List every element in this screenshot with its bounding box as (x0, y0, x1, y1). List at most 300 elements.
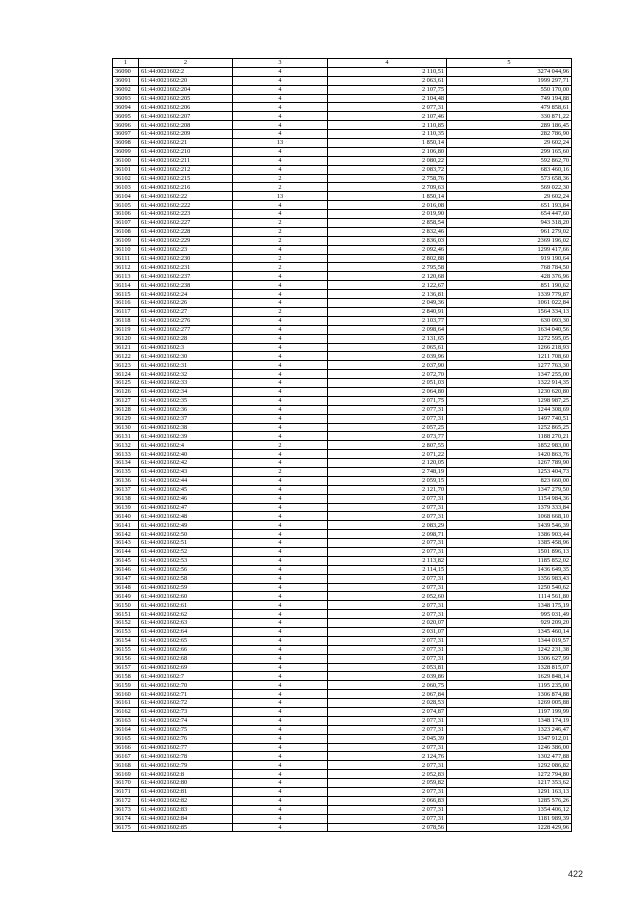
cadastral-number-cell: 61:44:0021602:80 (139, 779, 233, 788)
rate-cell: 2 039,96 (328, 352, 447, 361)
row-number-cell: 36171 (113, 788, 139, 797)
value-cell: 299 165,60 (447, 147, 572, 156)
table-row (113, 192, 572, 201)
rate-cell: 2 031,07 (328, 628, 447, 637)
cadastral-number-cell: 61:44:0021602:53 (139, 556, 233, 565)
cadastral-number-cell: 61:44:0021602:46 (139, 494, 233, 503)
table-row (113, 147, 572, 156)
row-number-cell: 36153 (113, 628, 139, 637)
row-number-cell: 36104 (113, 192, 139, 201)
row-number-cell: 36092 (113, 85, 139, 94)
rate-cell: 2 077,31 (328, 636, 447, 645)
cadastral-number-cell: 61:44:0021602:230 (139, 254, 233, 263)
row-number-cell: 36141 (113, 521, 139, 530)
category-cell: 4 (233, 103, 328, 112)
row-number-cell: 36151 (113, 610, 139, 619)
category-cell: 4 (233, 547, 328, 556)
rate-cell: 2 795,58 (328, 263, 447, 272)
row-number-cell: 36124 (113, 370, 139, 379)
category-cell: 4 (233, 85, 328, 94)
category-cell: 4 (233, 387, 328, 396)
value-cell: 1629 848,14 (447, 672, 572, 681)
cadastral-number-cell: 61:44:0021602:56 (139, 565, 233, 574)
cadastral-number-cell: 61:44:0021602:75 (139, 725, 233, 734)
category-cell: 2 (233, 307, 328, 316)
table-row (113, 530, 572, 539)
category-cell: 4 (233, 165, 328, 174)
category-cell: 4 (233, 503, 328, 512)
row-number-cell: 36158 (113, 672, 139, 681)
category-cell: 4 (233, 690, 328, 699)
table-row (113, 130, 572, 139)
value-cell: 1068 668,10 (447, 512, 572, 521)
rate-cell: 2 059,15 (328, 476, 447, 485)
row-number-cell: 36154 (113, 636, 139, 645)
rate-cell: 2 065,61 (328, 343, 447, 352)
value-cell: 995 031,49 (447, 610, 572, 619)
value-cell: 1285 576,26 (447, 796, 572, 805)
table-row (113, 663, 572, 672)
category-cell: 4 (233, 245, 328, 254)
row-number-cell: 36101 (113, 165, 139, 174)
value-cell: 651 193,84 (447, 201, 572, 210)
table-row (113, 156, 572, 165)
table-row (113, 201, 572, 210)
cadastral-number-cell: 61:44:0021602:223 (139, 210, 233, 219)
row-number-cell: 36161 (113, 699, 139, 708)
row-number-cell: 36152 (113, 619, 139, 628)
row-number-cell: 36170 (113, 779, 139, 788)
row-number-cell: 36098 (113, 139, 139, 148)
cadastral-number-cell: 61:44:0021602:8 (139, 770, 233, 779)
table-row (113, 628, 572, 637)
cadastral-number-cell: 61:44:0021602:83 (139, 805, 233, 814)
table-row (113, 672, 572, 681)
category-cell: 4 (233, 76, 328, 85)
table-row (113, 805, 572, 814)
rate-cell: 2 063,61 (328, 76, 447, 85)
cadastral-number-cell: 61:44:0021602:37 (139, 414, 233, 423)
category-cell: 4 (233, 725, 328, 734)
rate-cell: 2 758,76 (328, 174, 447, 183)
cadastral-number-cell: 61:44:0021602:61 (139, 601, 233, 610)
rate-cell: 2 092,46 (328, 245, 447, 254)
category-cell: 4 (233, 743, 328, 752)
category-cell: 4 (233, 779, 328, 788)
table-row (113, 432, 572, 441)
cadastral-number-cell: 61:44:0021602:82 (139, 796, 233, 805)
table-row (113, 796, 572, 805)
table-row (113, 76, 572, 85)
table-row (113, 165, 572, 174)
row-number-cell: 36168 (113, 761, 139, 770)
rate-cell: 2 053,81 (328, 663, 447, 672)
rate-cell: 2 071,75 (328, 396, 447, 405)
rate-cell: 2 049,36 (328, 299, 447, 308)
rate-cell: 2 051,03 (328, 379, 447, 388)
rate-cell: 2 077,31 (328, 512, 447, 521)
table-row (113, 503, 572, 512)
value-cell: 851 190,62 (447, 281, 572, 290)
cadastral-number-cell: 61:44:0021602:30 (139, 352, 233, 361)
category-cell: 2 (233, 174, 328, 183)
row-number-cell: 36135 (113, 467, 139, 476)
row-number-cell: 36096 (113, 121, 139, 130)
row-number-cell: 36172 (113, 796, 139, 805)
rate-cell: 2 110,35 (328, 130, 447, 139)
rate-cell: 2 045,39 (328, 734, 447, 743)
value-cell: 768 784,50 (447, 263, 572, 272)
table-row (113, 788, 572, 797)
rate-cell: 2 077,31 (328, 645, 447, 654)
table-body (113, 67, 572, 832)
category-cell: 2 (233, 254, 328, 263)
rate-cell: 2 832,46 (328, 227, 447, 236)
value-cell: 1439 546,39 (447, 521, 572, 530)
cadastral-number-cell: 61:44:0021602:51 (139, 539, 233, 548)
rate-cell: 2 037,90 (328, 361, 447, 370)
value-cell: 1497 740,51 (447, 414, 572, 423)
cadastral-number-cell: 61:44:0021602:38 (139, 423, 233, 432)
table-row (113, 343, 572, 352)
value-cell: 1328 815,07 (447, 663, 572, 672)
header-row (113, 59, 572, 68)
table-row (113, 307, 572, 316)
value-cell: 1185 852,02 (447, 556, 572, 565)
rate-cell: 2 077,31 (328, 574, 447, 583)
category-cell: 4 (233, 636, 328, 645)
table-row (113, 494, 572, 503)
cadastral-number-cell: 61:44:0021602:72 (139, 699, 233, 708)
table-row (113, 290, 572, 299)
value-cell: 630 093,30 (447, 316, 572, 325)
category-cell: 4 (233, 432, 328, 441)
table-row (113, 174, 572, 183)
value-cell: 1299 417,66 (447, 245, 572, 254)
cadastral-number-cell: 61:44:0021602:78 (139, 752, 233, 761)
table-row (113, 272, 572, 281)
cadastral-number-cell: 61:44:0021602:210 (139, 147, 233, 156)
table-row (113, 485, 572, 494)
value-cell: 1302 477,88 (447, 752, 572, 761)
category-cell: 4 (233, 299, 328, 308)
rate-cell: 2 020,07 (328, 619, 447, 628)
value-cell: 1250 540,62 (447, 583, 572, 592)
row-number-cell: 36114 (113, 281, 139, 290)
row-number-cell: 36094 (113, 103, 139, 112)
value-cell: 1354 406,12 (447, 805, 572, 814)
table-row (113, 94, 572, 103)
value-cell: 1344 019,57 (447, 636, 572, 645)
row-number-cell: 36110 (113, 245, 139, 254)
table-row (113, 103, 572, 112)
category-cell: 4 (233, 210, 328, 219)
category-cell: 4 (233, 681, 328, 690)
table-row (113, 752, 572, 761)
value-cell: 1564 334,13 (447, 307, 572, 316)
category-cell: 2 (233, 467, 328, 476)
category-cell: 4 (233, 574, 328, 583)
rate-cell: 2 802,88 (328, 254, 447, 263)
page-number: 422 (568, 869, 584, 879)
row-number-cell: 36175 (113, 823, 139, 832)
rate-cell: 2 039,86 (328, 672, 447, 681)
cadastral-number-cell: 61:44:0021602:204 (139, 85, 233, 94)
category-cell: 4 (233, 770, 328, 779)
category-cell: 4 (233, 450, 328, 459)
rate-cell: 2 057,25 (328, 423, 447, 432)
category-cell: 4 (233, 405, 328, 414)
category-cell: 4 (233, 290, 328, 299)
value-cell: 943 318,20 (447, 219, 572, 228)
cadastral-number-cell: 61:44:0021602:206 (139, 103, 233, 112)
rate-cell: 2 060,75 (328, 681, 447, 690)
category-cell: 4 (233, 708, 328, 717)
row-number-cell: 36119 (113, 325, 139, 334)
rate-cell: 2 072,70 (328, 370, 447, 379)
table-row (113, 414, 572, 423)
cadastral-number-cell: 61:44:0021602:60 (139, 592, 233, 601)
rate-cell: 2 748,19 (328, 467, 447, 476)
table-row (113, 441, 572, 450)
rate-cell: 2 077,31 (328, 788, 447, 797)
row-number-cell: 36162 (113, 708, 139, 717)
row-number-cell: 36148 (113, 583, 139, 592)
row-number-cell: 36150 (113, 601, 139, 610)
category-cell: 4 (233, 130, 328, 139)
rate-cell: 2 067,84 (328, 690, 447, 699)
table-row (113, 423, 572, 432)
row-number-cell: 36102 (113, 174, 139, 183)
row-number-cell: 36165 (113, 734, 139, 743)
rate-cell: 2 074,87 (328, 708, 447, 717)
value-cell: 823 660,00 (447, 476, 572, 485)
category-cell: 4 (233, 423, 328, 432)
value-cell: 569 022,30 (447, 183, 572, 192)
row-number-cell: 36132 (113, 441, 139, 450)
row-number-cell: 36149 (113, 592, 139, 601)
value-cell: 1277 763,30 (447, 361, 572, 370)
rate-cell: 2 120,05 (328, 459, 447, 468)
table-row (113, 112, 572, 121)
row-number-cell: 36121 (113, 343, 139, 352)
row-number-cell: 36099 (113, 147, 139, 156)
rate-cell: 2 028,53 (328, 699, 447, 708)
table-row (113, 183, 572, 192)
rate-cell: 2 071,22 (328, 450, 447, 459)
value-cell: 1379 333,84 (447, 503, 572, 512)
row-number-cell: 36105 (113, 201, 139, 210)
value-cell: 1420 863,76 (447, 450, 572, 459)
table-row (113, 370, 572, 379)
value-cell: 1267 789,90 (447, 459, 572, 468)
table-row (113, 396, 572, 405)
category-cell: 4 (233, 565, 328, 574)
cadastral-number-cell: 61:44:0021602:39 (139, 432, 233, 441)
cadastral-number-cell: 61:44:0021602:33 (139, 379, 233, 388)
rate-cell: 2 077,31 (328, 814, 447, 823)
category-cell: 4 (233, 361, 328, 370)
row-number-cell: 36133 (113, 450, 139, 459)
value-cell: 1436 649,35 (447, 565, 572, 574)
row-number-cell: 36097 (113, 130, 139, 139)
value-cell: 1347 255,00 (447, 370, 572, 379)
table-row (113, 601, 572, 610)
cadastral-number-cell: 61:44:0021602:63 (139, 619, 233, 628)
row-number-cell: 36139 (113, 503, 139, 512)
category-cell: 4 (233, 316, 328, 325)
cadastral-number-cell: 61:44:0021602:207 (139, 112, 233, 121)
cadastral-number-cell: 61:44:0021602:65 (139, 636, 233, 645)
value-cell: 1272 595,05 (447, 334, 572, 343)
table-row (113, 725, 572, 734)
row-number-cell: 36112 (113, 263, 139, 272)
value-cell: 1242 231,38 (447, 645, 572, 654)
value-cell: 29 602,24 (447, 192, 572, 201)
category-cell: 4 (233, 796, 328, 805)
category-cell: 4 (233, 663, 328, 672)
value-cell: 1634 040,56 (447, 325, 572, 334)
value-cell: 1181 989,39 (447, 814, 572, 823)
cadastral-number-cell: 61:44:0021602:70 (139, 681, 233, 690)
rate-cell: 2 110,85 (328, 121, 447, 130)
table-row (113, 227, 572, 236)
cadastral-number-cell: 61:44:0021602:222 (139, 201, 233, 210)
category-cell: 4 (233, 672, 328, 681)
cadastral-number-cell: 61:44:0021602:216 (139, 183, 233, 192)
table-row (113, 325, 572, 334)
rate-cell: 2 052,60 (328, 592, 447, 601)
cadastral-number-cell: 61:44:0021602:231 (139, 263, 233, 272)
category-cell: 2 (233, 183, 328, 192)
value-cell: 1501 896,13 (447, 547, 572, 556)
row-number-cell: 36120 (113, 334, 139, 343)
cadastral-number-cell: 61:44:0021602:21 (139, 139, 233, 148)
table-row (113, 699, 572, 708)
rate-cell: 2 052,83 (328, 770, 447, 779)
category-cell: 2 (233, 227, 328, 236)
row-number-cell: 36090 (113, 67, 139, 76)
table-row (113, 379, 572, 388)
table-row (113, 770, 572, 779)
category-cell: 4 (233, 583, 328, 592)
category-cell: 4 (233, 814, 328, 823)
category-cell: 13 (233, 192, 328, 201)
rate-cell: 2 059,82 (328, 779, 447, 788)
rate-cell: 2 858,54 (328, 219, 447, 228)
row-number-cell: 36134 (113, 459, 139, 468)
rate-cell: 2 077,31 (328, 761, 447, 770)
rate-cell: 2 083,29 (328, 521, 447, 530)
row-number-cell: 36164 (113, 725, 139, 734)
cadastral-number-cell: 61:44:0021602:238 (139, 281, 233, 290)
table-row (113, 556, 572, 565)
row-number-cell: 36140 (113, 512, 139, 521)
category-cell: 4 (233, 556, 328, 565)
row-number-cell: 36137 (113, 485, 139, 494)
cadastral-number-cell: 61:44:0021602:74 (139, 716, 233, 725)
table-row (113, 708, 572, 717)
category-cell: 4 (233, 539, 328, 548)
category-cell: 4 (233, 343, 328, 352)
category-cell: 4 (233, 521, 328, 530)
row-number-cell: 36111 (113, 254, 139, 263)
row-number-cell: 36122 (113, 352, 139, 361)
table-row (113, 592, 572, 601)
table-row (113, 565, 572, 574)
row-number-cell: 36145 (113, 556, 139, 565)
value-cell: 1291 163,13 (447, 788, 572, 797)
table-row (113, 654, 572, 663)
category-cell: 4 (233, 699, 328, 708)
table-row (113, 743, 572, 752)
rate-cell: 2 122,67 (328, 281, 447, 290)
cadastral-number-cell: 61:44:0021602:68 (139, 654, 233, 663)
header-cell-5: 5 (447, 59, 572, 68)
table-row (113, 405, 572, 414)
value-cell: 683 460,16 (447, 165, 572, 174)
category-cell: 4 (233, 156, 328, 165)
cadastral-number-cell: 61:44:0021602:34 (139, 387, 233, 396)
rate-cell: 2 840,91 (328, 307, 447, 316)
cadastral-number-cell: 61:44:0021602:212 (139, 165, 233, 174)
row-number-cell: 36159 (113, 681, 139, 690)
rate-cell: 2 098,71 (328, 530, 447, 539)
header-cell-3: 3 (233, 59, 328, 68)
value-cell: 592 862,70 (447, 156, 572, 165)
cadastral-number-cell: 61:44:0021602:76 (139, 734, 233, 743)
cadastral-number-cell: 61:44:0021602:47 (139, 503, 233, 512)
category-cell: 4 (233, 281, 328, 290)
table-row (113, 210, 572, 219)
cadastral-number-cell: 61:44:0021602:227 (139, 219, 233, 228)
value-cell: 1272 794,80 (447, 770, 572, 779)
cadastral-number-cell: 61:44:0021602:36 (139, 405, 233, 414)
row-number-cell: 36155 (113, 645, 139, 654)
cadastral-number-cell: 61:44:0021602:28 (139, 334, 233, 343)
rate-cell: 2 077,31 (328, 547, 447, 556)
header-cell-1: 1 (113, 59, 139, 68)
table-row (113, 245, 572, 254)
value-cell: 1852 983,00 (447, 441, 572, 450)
row-number-cell: 36123 (113, 361, 139, 370)
row-number-cell: 36113 (113, 272, 139, 281)
row-number-cell: 36128 (113, 405, 139, 414)
value-cell: 1188 270,21 (447, 432, 572, 441)
value-cell: 1306 627,99 (447, 654, 572, 663)
cadastral-number-cell: 61:44:0021602:22 (139, 192, 233, 201)
cadastral-number-cell: 61:44:0021602:40 (139, 450, 233, 459)
row-number-cell: 36106 (113, 210, 139, 219)
row-number-cell: 36118 (113, 316, 139, 325)
table-row (113, 681, 572, 690)
row-number-cell: 36095 (113, 112, 139, 121)
row-number-cell: 36109 (113, 236, 139, 245)
header-cell-2: 2 (139, 59, 233, 68)
value-cell: 550 170,00 (447, 85, 572, 94)
cadastral-number-cell: 61:44:0021602:24 (139, 290, 233, 299)
row-number-cell: 36127 (113, 396, 139, 405)
cadastral-number-cell: 61:44:0021602:58 (139, 574, 233, 583)
table-row (113, 361, 572, 370)
row-number-cell: 36130 (113, 423, 139, 432)
table-row (113, 316, 572, 325)
row-number-cell: 36136 (113, 476, 139, 485)
category-cell: 4 (233, 414, 328, 423)
row-number-cell: 36169 (113, 770, 139, 779)
row-number-cell: 36156 (113, 654, 139, 663)
row-number-cell: 36091 (113, 76, 139, 85)
